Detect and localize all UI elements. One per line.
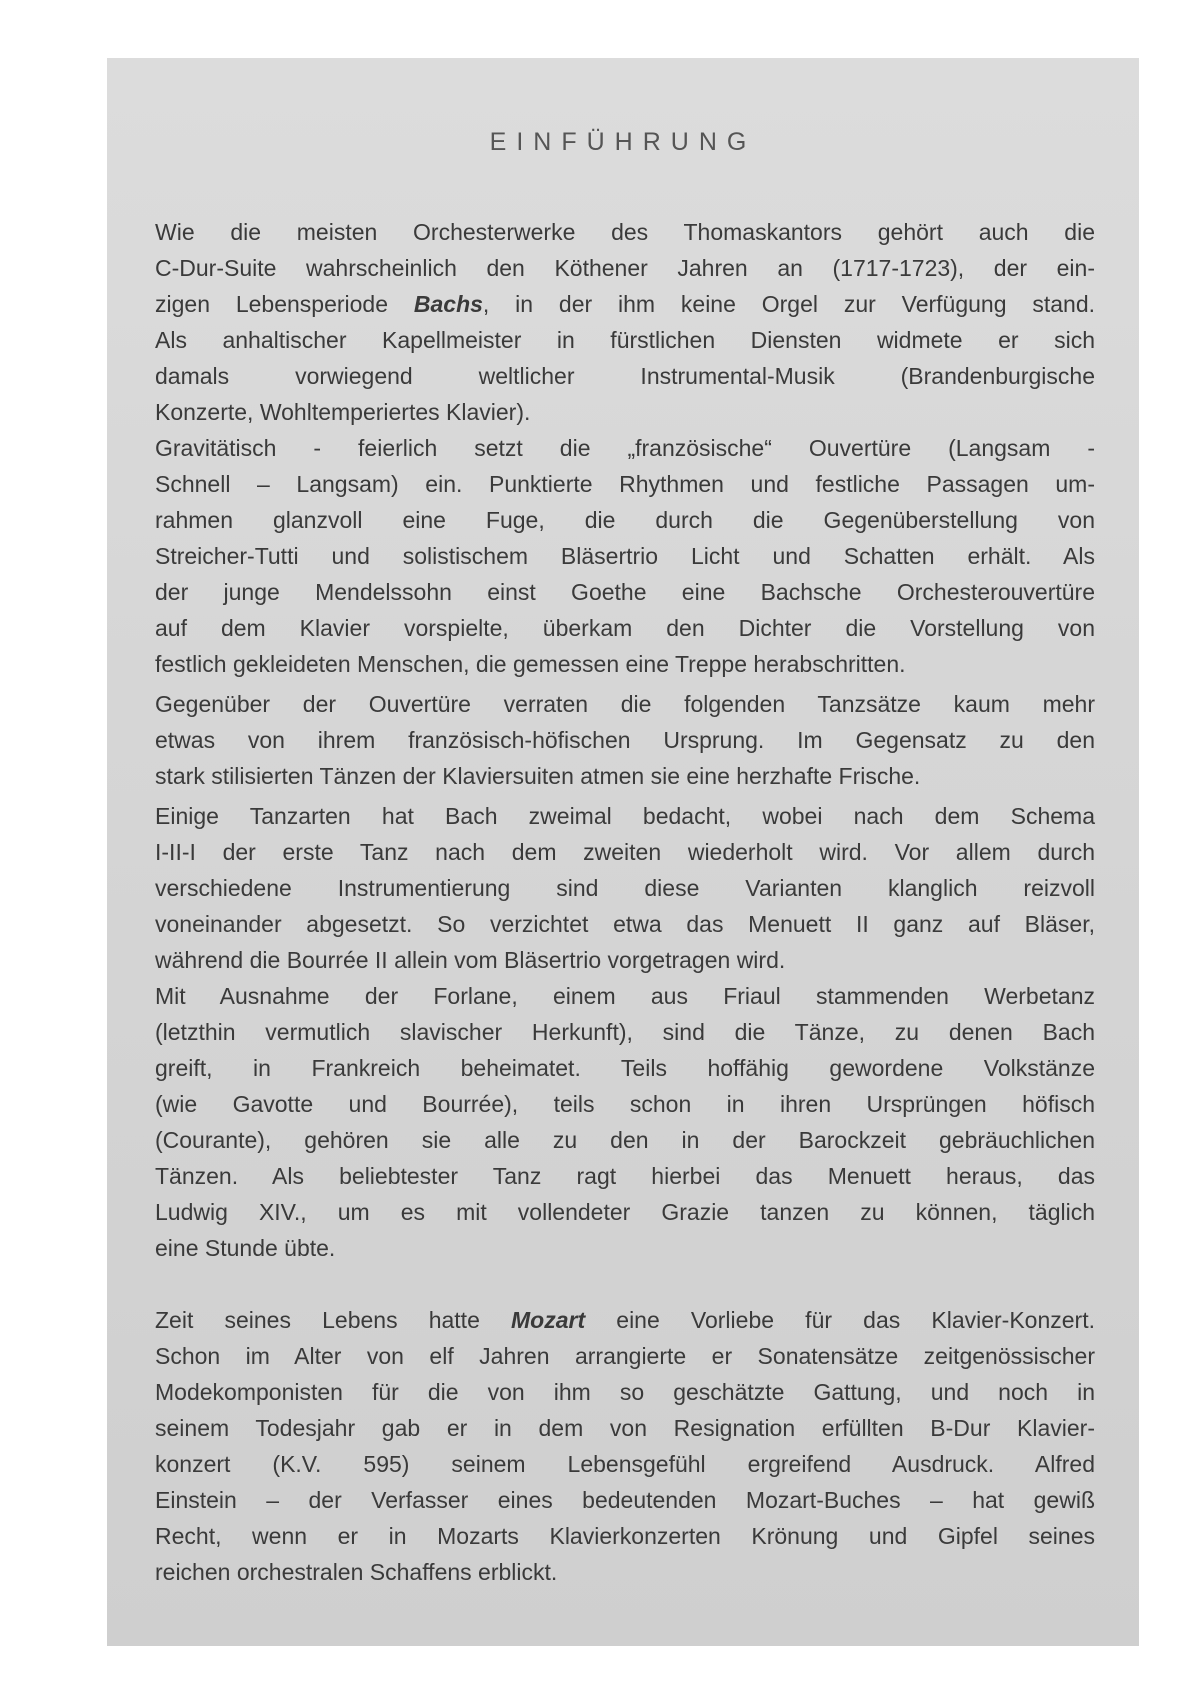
text-line: auf dem Klavier vorspielte, überkam den Dichter die Vorstellung von bbox=[155, 615, 1095, 641]
body-text bbox=[155, 214, 1095, 1590]
text-line: C-Dur-Suite wahrscheinlich den Köthener Jahren an (1717-1723), der ein- bbox=[155, 255, 1095, 281]
text-line: Gravitätisch - feierlich setzt die „französische“ Ouvertüre (Langsam - bbox=[155, 435, 1095, 461]
text-line: Als anhaltischer Kapellmeister in fürstlichen Diensten widmete er sich bbox=[155, 327, 1095, 353]
text-line: Streicher-Tutti und solistischem Bläsertrio Licht und Schatten erhält. Als bbox=[155, 543, 1095, 569]
text-line: Schon im Alter von elf Jahren arrangierte er Sonatensätze zeitgenössischer bbox=[155, 1343, 1095, 1369]
text-line: Einige Tanzarten hat Bach zweimal bedacht, wobei nach dem Schema bbox=[155, 803, 1095, 829]
text-line: damals vorwiegend weltlicher Instrumental-Musik (Brandenburgische bbox=[155, 363, 1095, 389]
document-page bbox=[107, 58, 1139, 1646]
text-line: verschiedene Instrumentierung sind diese Varianten klanglich reizvoll bbox=[155, 875, 1095, 901]
text-line: während die Bourrée II allein vom Bläsertrio vorgetragen wird. bbox=[155, 947, 786, 973]
text-line: stark stilisierten Tänzen der Klaviersuiten atmen sie eine herzhafte Frische. bbox=[155, 763, 921, 789]
text-line: (Courante), gehören sie alle zu den in der Barockzeit gebräuchlichen bbox=[155, 1127, 1095, 1153]
text-line: rahmen glanzvoll eine Fuge, die durch die Gegenüberstellung von bbox=[155, 507, 1095, 533]
text-line: greift, in Frankreich beheimatet. Teils hoffähig gewordene Volkstänze bbox=[155, 1055, 1095, 1081]
text-line: (letzthin vermutlich slavischer Herkunft), sind die Tänze, zu denen Bach bbox=[155, 1019, 1095, 1045]
text-line: Tänzen. Als beliebtester Tanz ragt hierbei das Menuett heraus, das bbox=[155, 1163, 1095, 1189]
text-line: Recht, wenn er in Mozarts Klavierkonzerten Krönung und Gipfel seines bbox=[155, 1523, 1095, 1549]
text-line: Konzerte, Wohltemperiertes Klavier). bbox=[155, 399, 531, 425]
text-line: Ludwig XIV., um es mit vollendeter Grazie tanzen zu können, täglich bbox=[155, 1199, 1095, 1225]
paragraph bbox=[155, 978, 1095, 1266]
text-line: Mit Ausnahme der Forlane, einem aus Friaul stammenden Werbetanz bbox=[155, 983, 1095, 1009]
text-line: der junge Mendelssohn einst Goethe eine Bachsche Orchesterouvertüre bbox=[155, 579, 1095, 605]
text-line: etwas von ihrem französisch-höfischen Ursprung. Im Gegensatz zu den bbox=[155, 727, 1095, 753]
text-line: reichen orchestralen Schaffens erblickt. bbox=[155, 1559, 558, 1585]
emphasis: Bachs bbox=[413, 291, 483, 317]
text-line: voneinander abgesetzt. So verzichtet etwa das Menuett II ganz auf Bläser, bbox=[155, 911, 1095, 937]
text-line: Gegenüber der Ouvertüre verraten die folgenden Tanzsätze kaum mehr bbox=[155, 691, 1095, 717]
page-title: EINFÜHRUNG bbox=[489, 128, 757, 156]
text-line: Einstein – der Verfasser eines bedeutenden Mozart-Buches – hat gewiß bbox=[155, 1487, 1095, 1513]
text-line: festlich gekleideten Menschen, die gemessen eine Treppe herabschritten. bbox=[155, 651, 906, 677]
text-line: Modekomponisten für die von ihm so geschätzte Gattung, und noch in bbox=[155, 1379, 1095, 1405]
paragraph bbox=[155, 214, 1095, 430]
text-line: Wie die meisten Orchesterwerke des Thomaskantors gehört auch die bbox=[155, 219, 1095, 245]
emphasis: Mozart bbox=[511, 1307, 586, 1333]
text-line: seinem Todesjahr gab er in dem von Resignation erfüllten B-Dur Klavier- bbox=[155, 1415, 1095, 1441]
text-line: konzert (K.V. 595) seinem Lebensgefühl ergreifend Ausdruck. Alfred bbox=[155, 1451, 1095, 1477]
text-line: (wie Gavotte und Bourrée), teils schon in ihren Ursprüngen höfisch bbox=[155, 1091, 1095, 1117]
paragraph bbox=[155, 686, 1095, 794]
text-line: Schnell – Langsam) ein. Punktierte Rhythmen und festliche Passagen um- bbox=[155, 471, 1095, 497]
text-line: I-II-I der erste Tanz nach dem zweiten wiederholt wird. Vor allem durch bbox=[155, 839, 1095, 865]
paragraph bbox=[155, 1302, 1095, 1590]
paragraph bbox=[155, 798, 1095, 978]
text-line: eine Stunde übte. bbox=[155, 1235, 336, 1261]
text-line: zigen Lebensperiode Bachs, in der ihm keine Orgel zur Verfügung stand. bbox=[155, 291, 1096, 317]
text-line: Zeit seines Lebens hatte Mozart eine Vorliebe für das Klavier-Konzert. bbox=[155, 1307, 1096, 1333]
paragraph bbox=[155, 430, 1095, 682]
